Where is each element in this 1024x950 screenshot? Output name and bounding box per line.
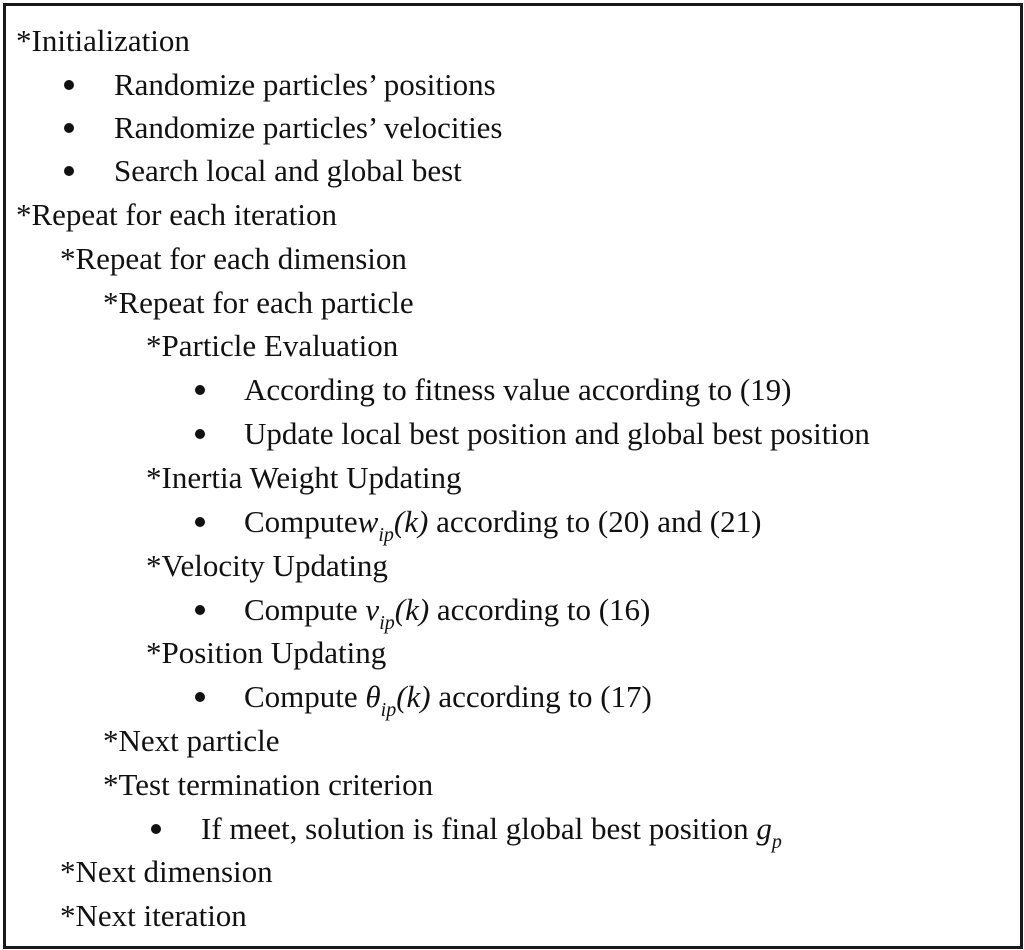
- inertia-reference: according to (20) and (21): [436, 504, 762, 539]
- update-best-text: Update local best position and global best position: [244, 416, 870, 451]
- bullet-icon: [64, 80, 74, 90]
- algorithm-box: [3, 3, 1023, 949]
- next-particle-heading: *Next particle: [103, 723, 280, 758]
- bullet-icon: [64, 166, 74, 176]
- bullet-icon: [195, 605, 205, 615]
- repeat-iteration-heading: *Repeat for each iteration: [16, 197, 338, 232]
- inertia-heading: *Inertia Weight Updating: [146, 460, 462, 495]
- repeat-particle-heading: *Repeat for each particle: [103, 285, 414, 320]
- randomize-velocities-text: Randomize particles’ velocities: [114, 110, 503, 145]
- bullet-icon: [195, 385, 205, 395]
- initialization-heading: *Initialization: [16, 23, 190, 58]
- velocity-subscript: ip: [379, 612, 395, 634]
- final-solution-text: [201, 807, 782, 855]
- bullet-icon: [195, 517, 205, 527]
- velocity-symbol: v: [365, 592, 380, 627]
- inertia-subscript: ip: [378, 524, 394, 546]
- theta-symbol: θ: [365, 679, 381, 714]
- compute-label: Compute: [244, 679, 358, 714]
- termination-heading: *Test termination criterion: [103, 767, 434, 802]
- inertia-symbol: w: [357, 504, 379, 539]
- search-best-text: Search local and global best: [114, 153, 462, 188]
- bullet-icon: [195, 429, 205, 439]
- inertia-argument: (k): [393, 504, 429, 539]
- next-dimension-heading: *Next dimension: [60, 854, 273, 889]
- position-subscript: ip: [380, 699, 397, 721]
- position-heading: *Position Updating: [146, 635, 387, 670]
- fitness-text: According to fitness value according to (19): [244, 372, 792, 407]
- bullet-icon: [64, 123, 74, 133]
- repeat-dimension-heading: *Repeat for each dimension: [60, 241, 407, 276]
- compute-inertia-text: [244, 500, 761, 548]
- compute-velocity-text: [244, 588, 650, 636]
- particle-evaluation-heading: *Particle Evaluation: [146, 328, 399, 363]
- global-best-symbol: g: [756, 811, 772, 846]
- bullet-icon: [151, 824, 161, 834]
- next-iteration-heading: *Next iteration: [60, 898, 247, 933]
- velocity-reference: according to (16): [436, 592, 651, 627]
- compute-label: Compute: [244, 592, 358, 627]
- randomize-positions-text: Randomize particles’ positions: [114, 67, 496, 102]
- velocity-heading: *Velocity Updating: [146, 548, 388, 583]
- global-best-subscript: p: [771, 831, 782, 853]
- compute-position-text: [244, 675, 652, 723]
- bullet-icon: [195, 692, 205, 702]
- final-solution-label: If meet, solution is final global best position: [201, 811, 749, 846]
- position-reference: according to (17): [438, 679, 652, 714]
- position-argument: (k): [396, 679, 431, 714]
- compute-label: Compute: [244, 504, 358, 539]
- velocity-argument: (k): [394, 592, 430, 627]
